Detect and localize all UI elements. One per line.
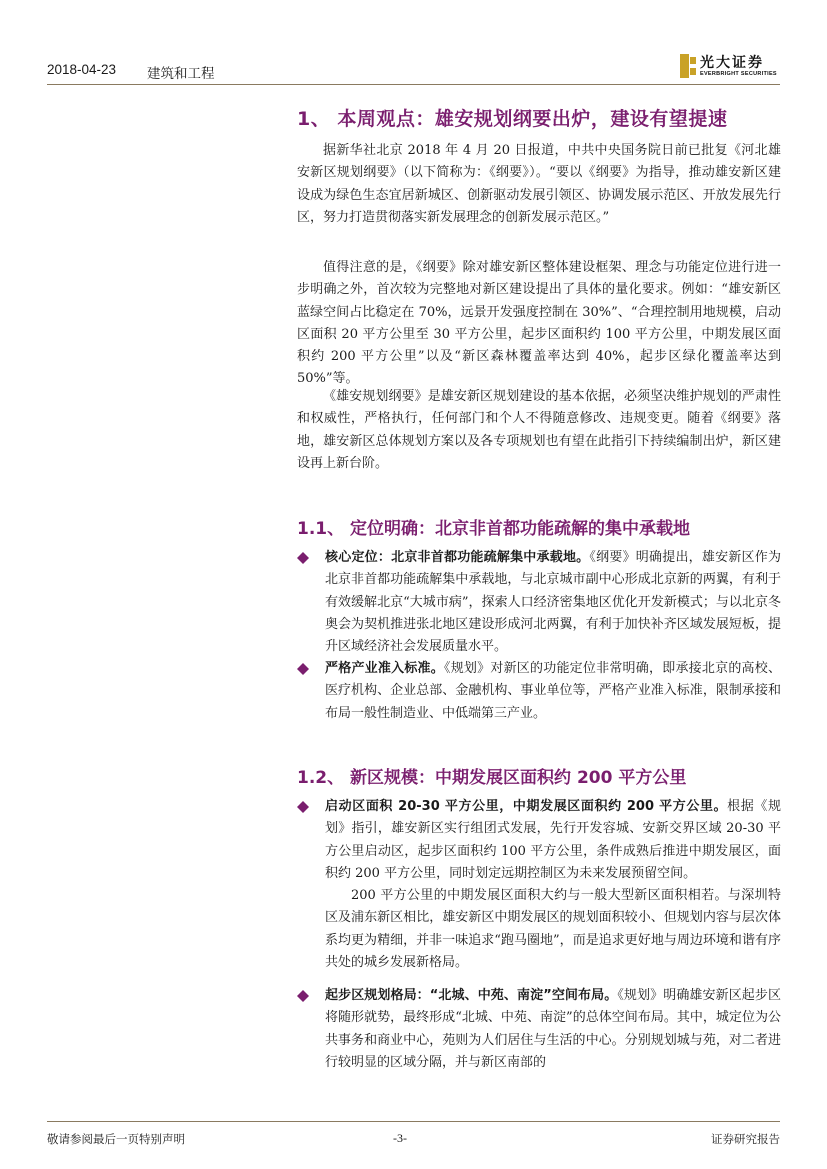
section-1-heading: 1、 本周观点：雄安规划纲要出炉，建设有望提速 xyxy=(297,108,728,130)
bullet-lead: 核心定位：北京非首都功能疏解集中承载地。 xyxy=(325,550,590,565)
diamond-bullet-icon xyxy=(297,801,309,813)
bullet-text xyxy=(325,796,781,885)
report-date: 2018-04-23 xyxy=(47,62,117,77)
section-1-paragraph-3: 《雄安规划纲要》是雄安新区规划建设的基本依据，必须坚决维护规划的严肃性和权威性，严格执行，任何部门和个人不得随意修改、违规变更。随着《纲要》落地，雄安新区总体规划方案以及各专项规划也有望在此指引下持续编制出炉，新区建设再上新台阶。 xyxy=(297,389,781,471)
section-1-paragraph-1: 据新华社北京 2018 年 4 月 20 日报道，中共中央国务院日前已批复《河北雄安新区规划纲要》（以下简称为：《纲要》）。“要以《纲要》为指导，推动雄安新区建设成为绿色生态宜居新城区、创新驱动发展引领区、协调发展示范区、开放发展先行区，努力打造贯彻落实新发展理念的创新发展示范区。” xyxy=(297,143,781,225)
section-1-2-middle-paragraph: 200 平方公里的中期发展区面积大约与一般大型新区面积相若。与深圳特区及浦东新区相比，雄安新区中期发展区的规划面积较小、但规划内容与层次体系均更为精细，并非一味追求“跑马圈地”，而是追求更好地与周边环境和谐有序共处的城乡发展新格局。 xyxy=(325,888,781,970)
logo-chinese-text: 光大证券 xyxy=(700,55,764,71)
diamond-bullet-icon xyxy=(297,663,309,675)
footer-disclaimer: 敬请参阅最后一页特别声明 xyxy=(47,1132,185,1146)
bullet-body: 《规划》明确雄安新区起步区将随形就势，最终形成“北城、中苑、南淀”的总体空间布局。其中，城定位为公共事务和商业中心，苑则为人们居住与生活的中心。分别规划城与苑，对二者进行较明显的区域分隔，并与新区南部的 xyxy=(325,988,781,1070)
bullet-lead: 启动区面积 20-30 平方公里，中期发展区面积约 200 平方公里。 xyxy=(325,799,728,814)
bullet-item-industry-standard xyxy=(297,658,781,725)
header-divider xyxy=(47,84,780,85)
bullet-text xyxy=(325,658,781,725)
bullet-text xyxy=(325,547,781,658)
company-logo xyxy=(680,52,780,82)
bullet-item-layout-pattern xyxy=(297,985,781,1074)
logo-english-text: EVERBRIGHT SECURITIES xyxy=(700,71,777,77)
bullet-body: 根据《规划》指引，雄安新区实行组团式发展，先行开发容城、安新交界区域 20-30 平方公里启动区，起步区面积约 100 平方公里，条件成熟后推进中期发展区，面积约 200 平方公里，同时划定远期控制区为未来发展预留空间。 xyxy=(325,799,781,881)
bullet-lead: 起步区规划格局：“北城、中苑、南淀”空间布局。 xyxy=(325,988,618,1003)
footer-divider xyxy=(47,1121,780,1122)
bullet-body: 《纲要》明确提出，雄安新区作为北京非首都功能疏解集中承载地，与北京城市副中心形成北京新的两翼，有利于有效缓解北京“大城市病”，探索人口经济密集地区优化开发新模式；与以北京冬奥会为契机推进张北地区建设形成河北两翼，有利于加快补齐区域发展短板，提升区域经济社会发展质量水平。 xyxy=(325,550,781,655)
bullet-text xyxy=(325,985,781,1074)
section-1-1-heading: 1.1、 定位明确：北京非首都功能疏解的集中承载地 xyxy=(297,519,691,539)
report-category: 建筑和工程 xyxy=(147,66,215,81)
bullet-item-area-scale xyxy=(297,796,781,885)
footer-report-type: 证券研究报告 xyxy=(711,1132,780,1146)
page-number: -3- xyxy=(393,1131,407,1145)
diamond-bullet-icon xyxy=(297,990,309,1002)
page-header xyxy=(47,52,780,84)
bullet-body: 《规划》对新区的功能定位非常明确，即承接北京的高校、医疗机构、企业总部、金融机构、事业单位等，严格产业准入标准，限制承接和布局一般性制造业、中低端第三产业。 xyxy=(325,661,781,721)
logo-mark-icon xyxy=(680,54,696,78)
bullet-item-core-positioning xyxy=(297,547,781,658)
section-1-paragraph-2: 值得注意的是，《纲要》除对雄安新区整体建设框架、理念与功能定位进行进一步明确之外，首次较为完整地对新区建设提出了具体的量化要求。例如：“雄安新区蓝绿空间占比稳定在 70%，远景开发强度控制在 30%”、“合理控制用地规模，启动区面积 20 平方公里至 30 平方公里，起步区面积约 100 平方公里，中期发展区面积约 200 平方公里”以及“新区森林覆盖率达到 40%，起步区绿化覆盖率达到 50%”等。 xyxy=(297,260,781,387)
bullet-lead: 严格产业准入标准。 xyxy=(325,661,444,676)
section-1-2-heading: 1.2、 新区规模：中期发展区面积约 200 平方公里 xyxy=(297,768,687,788)
diamond-bullet-icon xyxy=(297,552,309,564)
